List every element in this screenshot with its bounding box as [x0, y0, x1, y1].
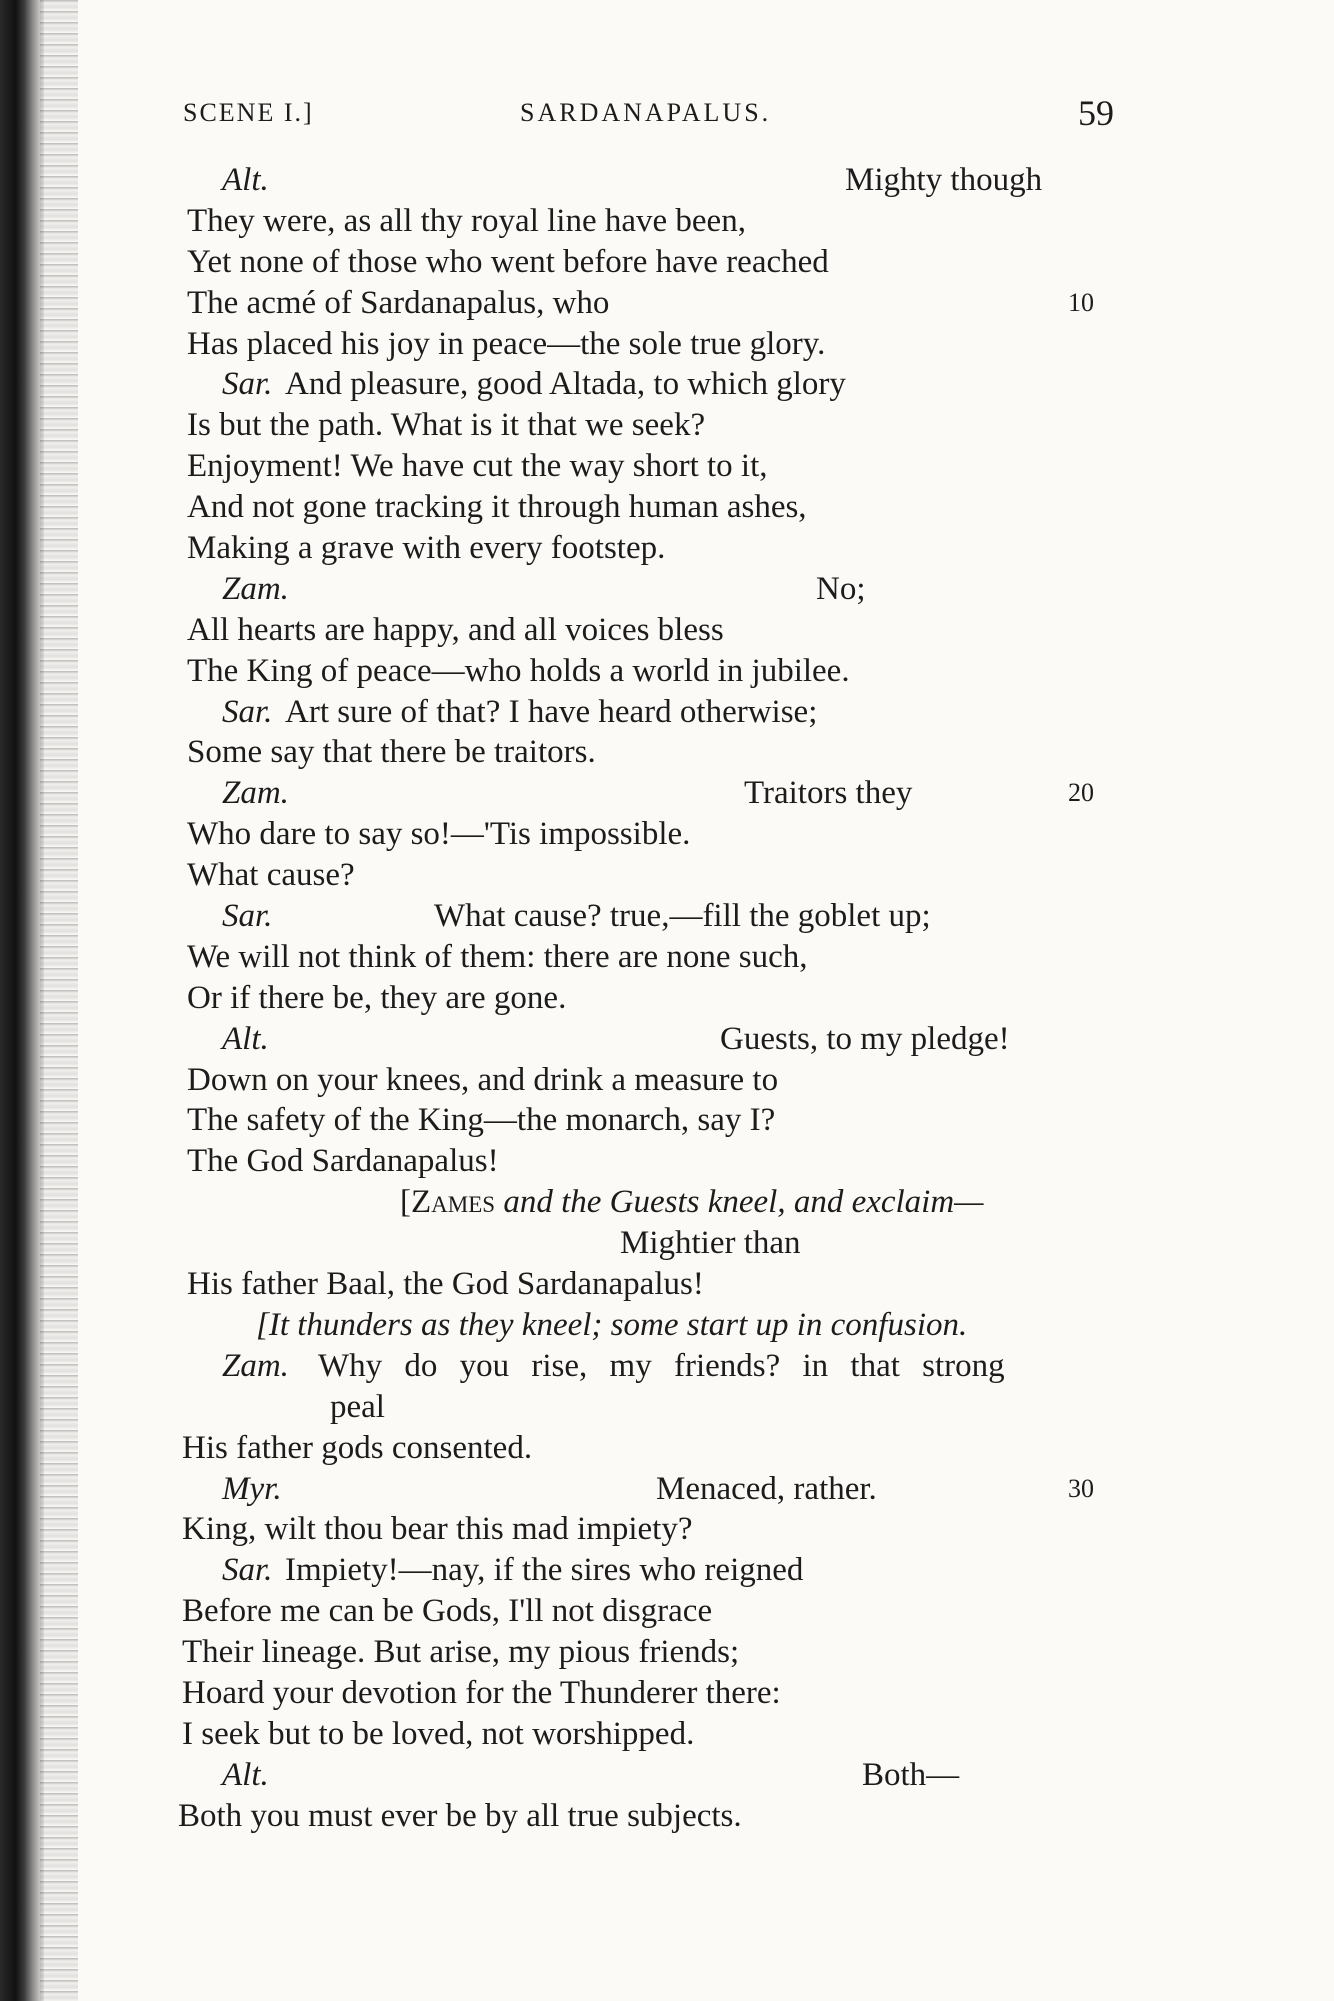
header-scene: SCENE I.] — [183, 98, 314, 127]
verse-line — [0, 692, 1334, 733]
running-header — [0, 93, 1334, 138]
line-text: Their lineage. But arise, my pious friends; — [182, 1634, 740, 1671]
verse-line — [0, 610, 1334, 651]
verse-line — [0, 1714, 1334, 1755]
verse-line — [0, 1100, 1334, 1141]
line-text: Making a grave with every footstep. — [187, 530, 666, 567]
line-text: What cause? true,—fill the goblet up; — [434, 898, 931, 935]
verse-line — [0, 201, 1334, 242]
verse-line — [0, 1264, 1334, 1305]
line-text: Some say that there be traitors. — [187, 734, 596, 771]
stage-text: [It thunders as they kneel; some start up in confusion. — [256, 1306, 968, 1343]
speaker-label: Alt. — [222, 1020, 269, 1057]
line-text: Enjoyment! We have cut the way short to it, — [187, 448, 768, 485]
verse-line — [0, 1428, 1334, 1469]
line-text: Guests, to my pledge! — [720, 1020, 1010, 1057]
line-text: The safety of the King—the monarch, say I? — [187, 1102, 776, 1139]
verse-line — [0, 732, 1334, 773]
verse-line — [0, 405, 1334, 446]
line-number: 20 — [1068, 778, 1094, 808]
line-text: We will not think of them: there are none such, — [187, 938, 808, 975]
line-text: All hearts are happy, and all voices bless — [187, 611, 724, 648]
line-text: Both— — [862, 1756, 960, 1793]
verse-line — [0, 1796, 1334, 1837]
line-text: They were, as all thy royal line have been, — [187, 202, 746, 239]
line-text: Is but the path. What is it that we seek? — [187, 407, 706, 444]
line-text: Mighty though — [845, 162, 1043, 198]
speaker-label: Sar. — [222, 366, 273, 403]
verse-line — [0, 937, 1334, 978]
line-text: His father Baal, the God Sardanapalus! — [187, 1266, 704, 1303]
verse-line — [0, 1550, 1334, 1591]
line-text: Art sure of that? I have heard otherwise; — [285, 693, 818, 730]
verse-line — [0, 487, 1334, 528]
verse-line — [0, 1019, 1334, 1060]
line-text: Down on your knees, and drink a measure to — [187, 1061, 779, 1098]
line-text: Hoard your devotion for the Thunderer there: — [182, 1674, 781, 1711]
line-text: Both you must ever be by all true subjects. — [178, 1797, 742, 1834]
verse-line — [0, 1632, 1334, 1673]
speaker-label: Sar. — [222, 898, 273, 935]
line-text: peal — [330, 1388, 385, 1425]
verse-line — [0, 773, 1334, 814]
line-text: The God Sardanapalus! — [187, 1143, 499, 1180]
stage-direction — [0, 1305, 1334, 1346]
line-text: Traitors they — [744, 775, 913, 812]
line-text: And not gone tracking it through human ashes, — [187, 489, 807, 526]
line-text: I seek but to be loved, not worshipped. — [182, 1715, 695, 1752]
line-text: And pleasure, good Altada, to which glory — [285, 366, 846, 403]
verse-line — [0, 160, 1334, 201]
stage-character: Zames — [411, 1184, 496, 1221]
speaker-label: Zam. — [222, 570, 289, 607]
verse-line — [0, 446, 1334, 487]
speaker-label: Zam. — [222, 775, 289, 812]
line-text: Mightier than — [620, 1225, 801, 1262]
verse-line — [0, 814, 1334, 855]
speaker-label: Myr. — [222, 1470, 282, 1507]
stage-direction — [0, 1182, 1334, 1223]
line-text: His father gods consented. — [182, 1429, 533, 1466]
line-text: Impiety!—nay, if the sires who reigned — [285, 1552, 804, 1589]
verse-line — [0, 1060, 1334, 1101]
verse-line — [0, 283, 1334, 324]
line-number: 10 — [1068, 287, 1094, 317]
verse-line — [0, 364, 1334, 405]
verse-body — [0, 160, 1334, 1837]
speaker-label: Alt. — [222, 162, 269, 198]
line-text: King, wilt thou bear this mad impiety? — [182, 1511, 693, 1548]
speaker-label: Zam. — [222, 1347, 289, 1384]
line-text: Or if there be, they are gone. — [187, 979, 567, 1016]
verse-line — [0, 1591, 1334, 1632]
line-text: Why do you rise, my friends? in that strong — [318, 1347, 1005, 1384]
stage-text: and the Guests kneel, and exclaim— — [503, 1184, 984, 1221]
verse-line — [0, 855, 1334, 896]
verse-line — [0, 1387, 1334, 1428]
line-text: Has placed his joy in peace—the sole true glory. — [187, 325, 826, 362]
verse-line — [0, 1346, 1334, 1387]
verse-line — [0, 1673, 1334, 1714]
line-text: Yet none of those who went before have reached — [187, 243, 829, 280]
verse-line — [0, 1755, 1334, 1796]
verse-line — [0, 569, 1334, 610]
verse-line — [0, 1509, 1334, 1550]
line-text: The King of peace—who holds a world in jubilee. — [187, 652, 850, 689]
line-number: 30 — [1068, 1473, 1094, 1503]
speaker-label: Alt. — [222, 1756, 269, 1793]
speaker-label: Sar. — [222, 693, 273, 730]
header-title: SARDANAPALUS. — [520, 98, 772, 127]
stage-bracket: [ — [400, 1184, 411, 1221]
verse-line — [0, 896, 1334, 937]
line-text: Before me can be Gods, I'll not disgrace — [182, 1593, 713, 1630]
verse-line — [0, 1223, 1334, 1264]
verse-line — [0, 324, 1334, 365]
verse-line — [0, 242, 1334, 283]
verse-line — [0, 978, 1334, 1019]
page-number: 59 — [1078, 93, 1114, 133]
verse-line — [0, 528, 1334, 569]
verse-line — [0, 1469, 1334, 1510]
verse-line — [0, 1141, 1334, 1182]
line-text: Who dare to say so!—'Tis impossible. — [187, 816, 691, 853]
line-text: The acmé of Sardanapalus, who — [187, 284, 610, 321]
line-text: No; — [816, 570, 866, 607]
line-text: Menaced, rather. — [656, 1470, 877, 1507]
line-text: What cause? — [187, 857, 355, 894]
speaker-label: Sar. — [222, 1552, 273, 1589]
verse-line — [0, 651, 1334, 692]
